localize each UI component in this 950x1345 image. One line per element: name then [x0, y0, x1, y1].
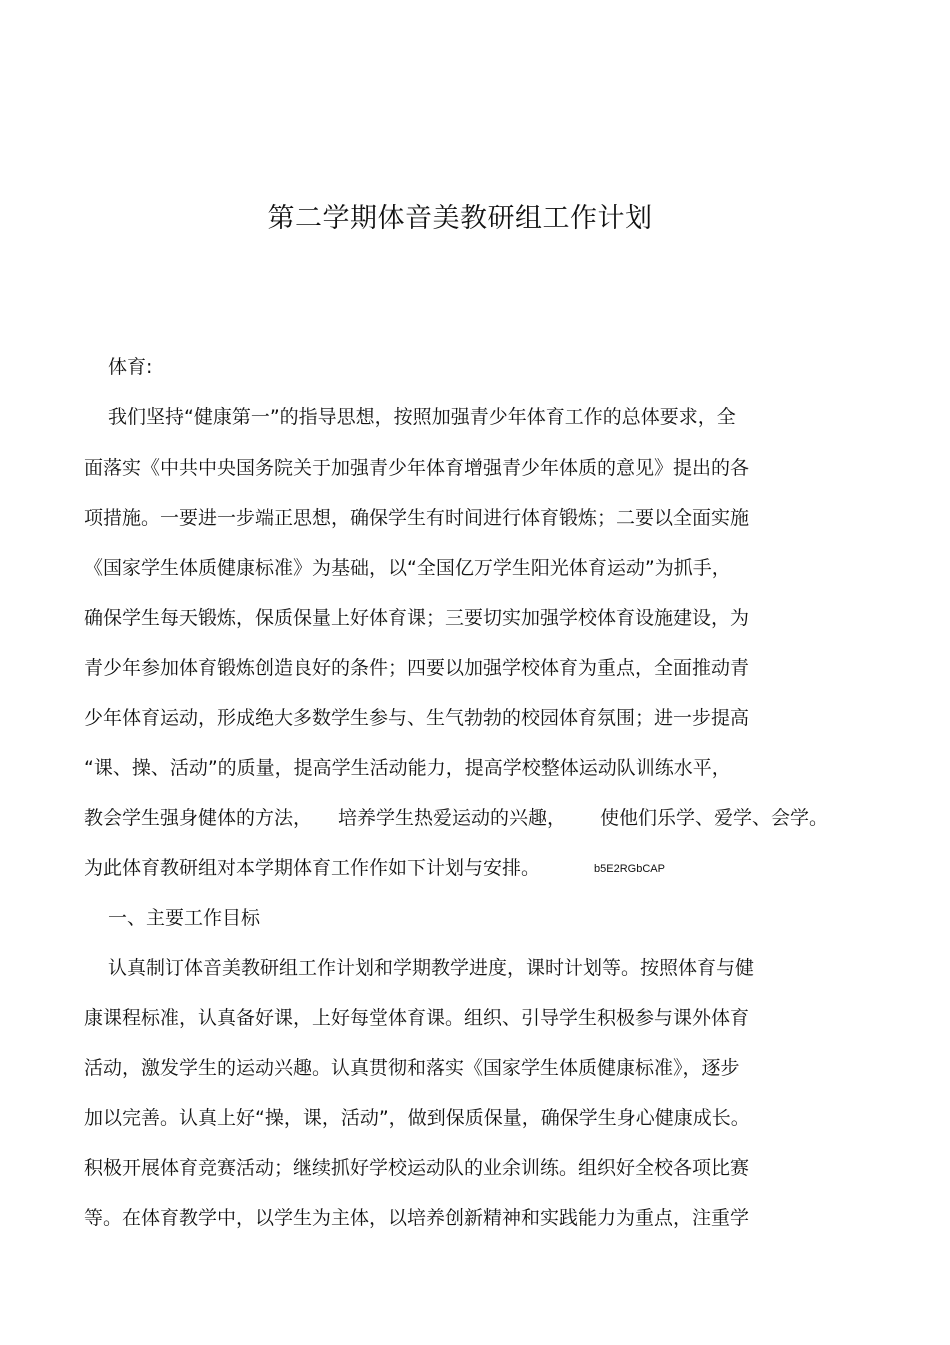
- paragraph-line: 《国家学生体质健康标准》为基础，以“全国亿万学生阳光体育运动”为抓手，: [84, 557, 731, 579]
- paragraph-line: 康课程标准，认真备好课，上好每堂体育课。组织、引导学生积极参与课外体育: [84, 1007, 750, 1029]
- line-segment: 教会学生强身健体的方法，: [84, 807, 313, 829]
- paragraph-line: 积极开展体育竞赛活动；继续抓好学校运动队的业余训练。组织好全校各项比赛: [84, 1157, 750, 1179]
- line-segment: 培养学生热爱运动的兴趣，: [338, 807, 567, 829]
- paragraph-line: 确保学生每天锻炼，保质保量上好体育课；三要切实加强学校体育设施建设，为: [84, 607, 750, 629]
- line-segment: 使他们乐学、爱学、会学。: [600, 807, 829, 829]
- section-heading: 一、主要工作目标: [108, 907, 261, 929]
- paragraph-line: 青少年参加体育锻炼创造良好的条件；四要以加强学校体育为重点，全面推动青: [84, 657, 750, 679]
- paragraph-line: 活动，激发学生的运动兴趣。认真贯彻和落实《国家学生体质健康标准》，逐步: [84, 1057, 740, 1079]
- paragraph-line: 加以完善。认真上好“操，课，活动”，做到保质保量，确保学生身心健康成长。: [84, 1107, 750, 1129]
- paragraph-line: 等。在体育教学中，以学生为主体，以培养创新精神和实践能力为重点，注重学: [84, 1207, 750, 1229]
- section-label-pe: 体育:: [108, 356, 153, 378]
- paragraph-line: 认真制订体音美教研组工作计划和学期教学进度，课时计划等。按照体育与健: [108, 957, 755, 979]
- line-segment: 为此体育教研组对本学期体育工作作如下计划与安排。: [84, 857, 541, 879]
- document-title: 第二学期体音美教研组工作计划: [267, 203, 653, 234]
- paragraph-line: 面落实《中共中央国务院关于加强青少年体育增强青少年体质的意见》提出的各: [84, 457, 750, 479]
- paragraph-line: [84, 803, 828, 833]
- paragraph-line: “课、操、活动”的质量，提高学生活动能力，提高学校整体运动队训练水平，: [84, 757, 731, 779]
- document-code: b5E2RGbCAP: [594, 862, 665, 875]
- paragraph-line: 少年体育运动，形成绝大多数学生参与、生气勃勃的校园体育氛围；进一步提高: [84, 707, 750, 729]
- paragraph-line: 项措施。一要进一步端正思想，确保学生有时间进行体育锻炼；二要以全面实施: [84, 507, 750, 529]
- paragraph-line: 我们坚持“健康第一”的指导思想，按照加强青少年体育工作的总体要求，全: [108, 406, 736, 428]
- paragraph-line: [84, 853, 665, 884]
